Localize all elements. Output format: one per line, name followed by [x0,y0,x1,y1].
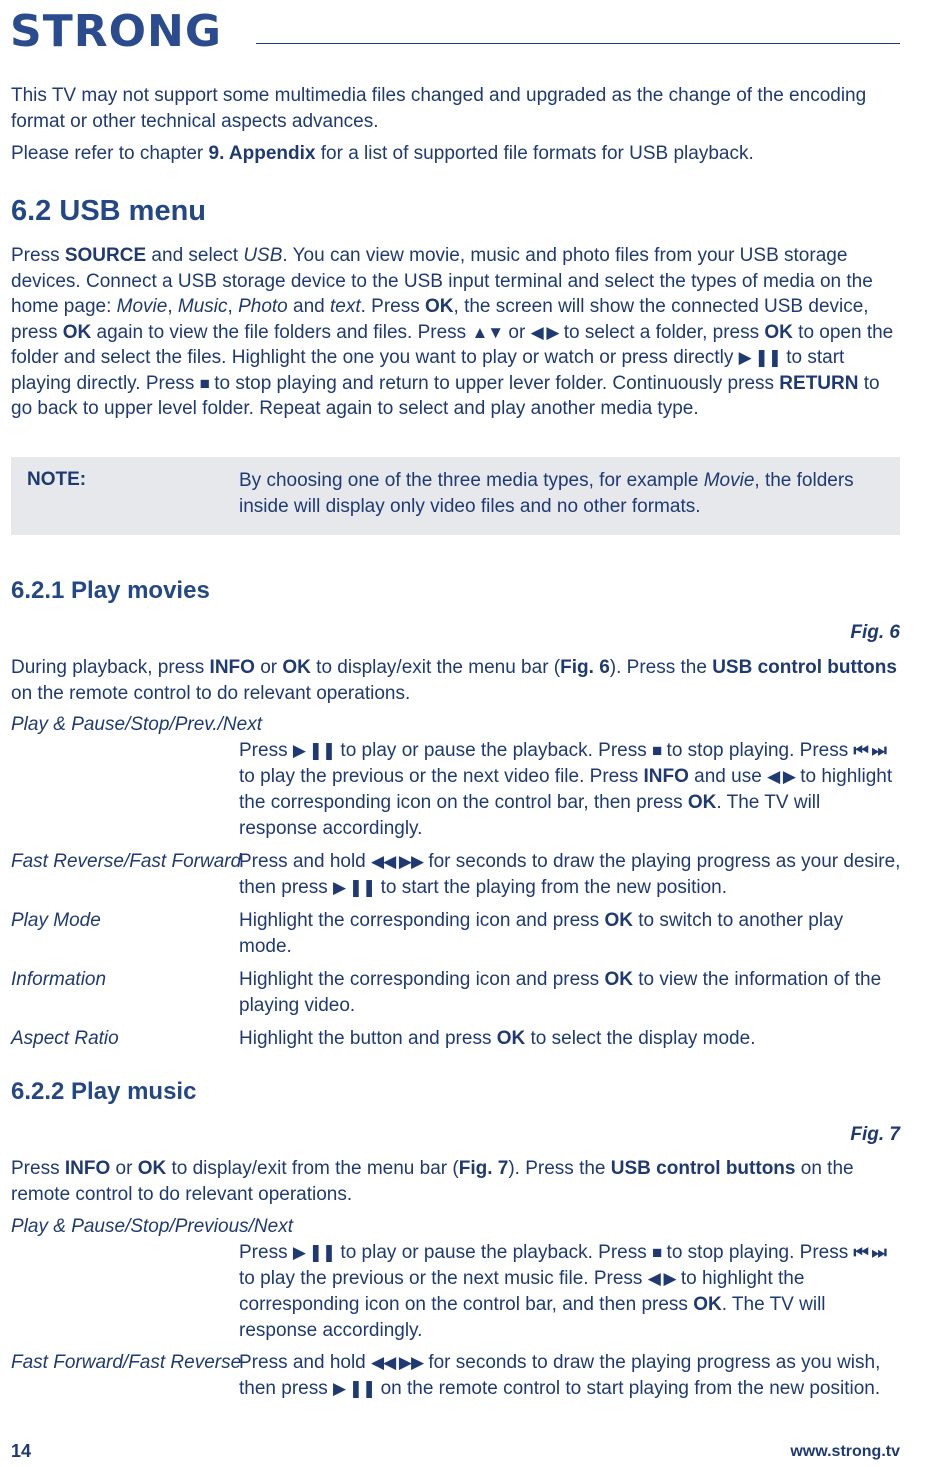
rewind-forward-icon: ◀◀ ▶▶ [371,852,424,871]
term-music-fast-forward-reverse: Fast Forward/Fast Reverse [11,1352,242,1373]
brand-logo: STRONG [10,6,222,57]
header-rule [256,43,900,44]
play-pause-icon: ▶ ❚❚ [333,878,376,897]
page-number: 14 [11,1441,32,1461]
term-fast-reverse-forward: Fast Reverse/Fast Forward [11,851,242,872]
term-information: Information [11,969,107,990]
appendix-link[interactable]: 9. Appendix [208,143,316,164]
note-text: By choosing one of the three media types, for example Movie, the folders inside will display only video files and no other formats. [239,470,854,517]
play-pause-icon: ▶ ❚❚ [292,741,336,760]
prev-next-icon: ⏮ ⏭ [853,741,886,760]
term-aspect-ratio: Aspect Ratio [11,1028,119,1049]
term-play-mode: Play Mode [11,910,101,931]
intro-paragraph: This TV may not support some multimedia files changed and upgraded as the change of the encoding format or other technical aspects advances. [11,85,867,132]
section-title-play-music: 6.2.2 Play music [11,1078,197,1105]
section-title-play-movies: 6.2.1 Play movies [11,577,210,604]
website-link[interactable]: www.strong.tv [790,1443,900,1460]
left-right-arrows-icon: ◀ ▶ [767,767,795,786]
stop-icon: ■ [199,373,209,393]
prev-next-icon: ⏮ ⏭ [853,1243,886,1262]
up-down-arrows-icon: ▲▼ [471,322,504,342]
desc-aspect-ratio: Highlight the button and press OK to select the display mode. [239,1028,756,1049]
desc-play-mode: Highlight the corresponding icon and press OK to switch to another play mode. [239,910,844,957]
stop-icon: ■ [652,1243,662,1262]
figure-ref-7: Fig. 7 [850,1124,900,1145]
desc-play-pause-stop: Press ▶ ❚❚ to play or pause the playback. Press ■ to stop playing. Press ⏮ ⏭ to play the previous or the next video file. Press INFO and use ◀ ▶ to highlight the corresponding icon on the control bar, then press OK. The TV will response accordingly. [239,740,893,839]
figure-ref-6: Fig. 6 [850,622,900,643]
movies-intro-paragraph: During playback, press INFO or OK to display/exit the menu bar (Fig. 6). Press the USB control buttons on the remote control to do relevant operations. [11,657,897,704]
stop-icon: ■ [652,741,662,760]
rewind-forward-icon: ◀◀ ▶▶ [371,1353,424,1372]
term-play-pause-stop: Play & Pause/Stop/Prev./Next [11,714,262,735]
desc-music-fast-forward-reverse: Press and hold ◀◀ ▶▶ for seconds to draw the playing progress as you wish, then press ▶ ❚❚ on the remote control to start playing from the new position. [239,1350,901,1402]
desc-information: Highlight the corresponding icon and press OK to view the information of the playing video. [239,969,882,1016]
term-music-play-pause-stop: Play & Pause/Stop/Previous/Next [11,1216,293,1237]
note-box [11,457,900,535]
play-pause-icon: ▶ ❚❚ [292,1243,336,1262]
music-intro-paragraph: Press INFO or OK to display/exit from the menu bar (Fig. 7). Press the USB control buttons on the remote control to do relevant operations. [11,1158,854,1205]
usb-menu-paragraph: Press SOURCE and select USB. You can view movie, music and photo files from your USB storage devices. Connect a USB storage device to the USB input terminal and select the types of media on the home page: Movie, Music, Photo and text. Press OK, the screen will show the connected USB device, press OK again to view the file folders and files. Press ▲▼ or ◀ ▶ to select a folder, press OK to open the folder and select the files. Highlight the one you want to play or watch or press directly ▶ ❚❚ to start playing directly. Press ■ to stop playing and return to upper lever folder. Continuously press RETURN to go back to upper level folder. Repeat again to select and play another media type. [11,245,894,419]
play-pause-icon: ▶ ❚❚ [738,348,781,367]
desc-music-play-pause-stop: Press ▶ ❚❚ to play or pause the playback. Press ■ to stop playing. Press ⏮ ⏭ to play the previous or the next music file. Press ◀ ▶ to highlight the corresponding icon on the control bar, and then press OK. The TV will response accordingly. [239,1242,886,1341]
appendix-paragraph: Please refer to chapter 9. Appendix for a list of supported file formats for USB playback. [11,143,754,164]
section-title-usb-menu: 6.2 USB menu [11,195,206,227]
left-right-arrows-icon: ◀ ▶ [647,1269,676,1288]
play-pause-icon: ▶ ❚❚ [333,1379,376,1398]
note-label: NOTE: [27,469,87,490]
left-right-arrows-icon: ◀ ▶ [530,322,559,342]
desc-fast-reverse-forward: Press and hold ◀◀ ▶▶ for seconds to draw the playing progress as your desire, then press ▶ ❚❚ to start the playing from the new position. [239,849,901,901]
